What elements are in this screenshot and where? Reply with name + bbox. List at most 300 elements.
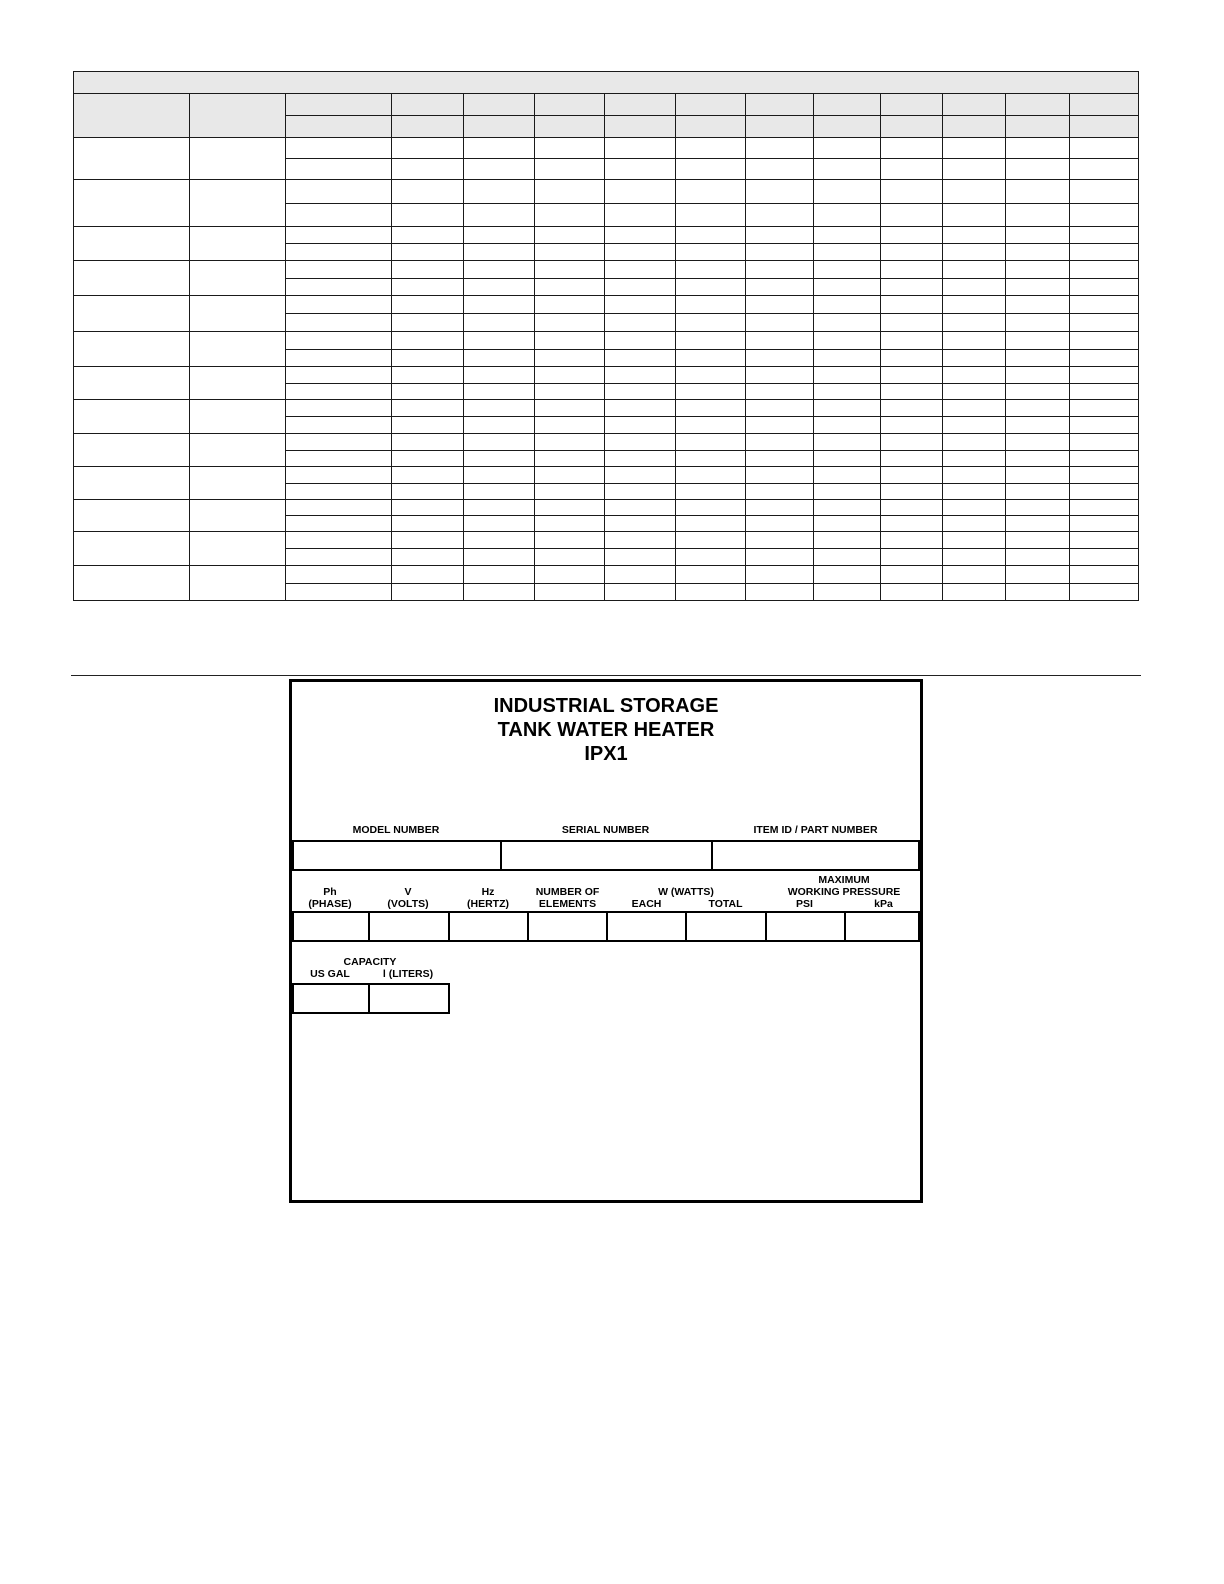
header-cell	[463, 94, 535, 116]
table-cell	[285, 451, 391, 467]
table-cell	[535, 279, 605, 296]
header-cell	[880, 94, 942, 116]
plate-title	[292, 694, 920, 766]
table-cell	[74, 227, 190, 261]
header-cell	[535, 94, 605, 116]
table-cell	[285, 204, 391, 227]
item-id-part-number-field[interactable]	[713, 840, 920, 871]
table-cell	[285, 566, 391, 584]
table-cell	[746, 584, 814, 601]
table-cell	[74, 138, 190, 180]
table-cell	[190, 434, 285, 467]
table-cell	[880, 279, 942, 296]
table-cell	[676, 532, 746, 549]
header-cell	[813, 116, 880, 138]
table-cell	[74, 566, 190, 601]
table-cell	[1006, 244, 1070, 261]
table-cell	[1069, 350, 1138, 367]
table-cell	[535, 400, 605, 417]
table-cell	[463, 204, 535, 227]
table-cell	[285, 332, 391, 350]
psi-label: PSI	[796, 898, 813, 910]
table-cell	[1069, 261, 1138, 279]
table-cell	[676, 549, 746, 566]
table-cell	[942, 279, 1006, 296]
volts-label: (VOLTS)	[387, 898, 429, 910]
table-cell	[813, 204, 880, 227]
table-cell	[605, 384, 676, 400]
table-cell	[942, 314, 1006, 332]
table-row	[74, 261, 1139, 279]
table-cell	[746, 451, 814, 467]
table-cell	[391, 400, 463, 417]
table-cell	[676, 159, 746, 180]
table-cell	[676, 350, 746, 367]
table-cell	[463, 350, 535, 367]
table-cell	[813, 451, 880, 467]
table-cell	[1069, 451, 1138, 467]
table-cell	[605, 532, 676, 549]
table-cell	[391, 296, 463, 314]
phase-field[interactable]	[292, 911, 370, 942]
table-cell	[880, 350, 942, 367]
table-cell	[1069, 434, 1138, 451]
table-cell	[391, 279, 463, 296]
table-cell	[285, 417, 391, 434]
table-cell	[1069, 484, 1138, 500]
table-cell	[746, 261, 814, 279]
table-cell	[676, 367, 746, 384]
table-cell	[391, 566, 463, 584]
us-gal-label: US GAL	[310, 968, 350, 980]
spec-table	[73, 71, 1139, 601]
header-cell	[1006, 94, 1070, 116]
table-cell	[813, 296, 880, 314]
table-cell	[942, 500, 1006, 516]
table-cell	[285, 400, 391, 417]
table-cell	[190, 400, 285, 434]
table-cell	[605, 417, 676, 434]
table-cell	[676, 451, 746, 467]
table-cell	[391, 204, 463, 227]
table-cell	[676, 500, 746, 516]
table-cell	[746, 417, 814, 434]
table-cell	[1069, 584, 1138, 601]
table-cell	[605, 549, 676, 566]
model-number-field[interactable]	[292, 840, 502, 871]
table-cell	[880, 584, 942, 601]
watts-total-field[interactable]	[687, 911, 767, 942]
elements-field[interactable]	[529, 911, 608, 942]
table-cell	[190, 180, 285, 227]
header-cell	[746, 116, 814, 138]
header-cell	[605, 94, 676, 116]
table-cell	[391, 516, 463, 532]
table-cell	[1069, 549, 1138, 566]
table-cell	[813, 180, 880, 204]
pressure-kpa-field[interactable]	[846, 911, 920, 942]
table-cell	[463, 451, 535, 467]
section-divider	[71, 675, 1141, 676]
table-cell	[746, 350, 814, 367]
table-row	[74, 532, 1139, 549]
table-cell	[746, 367, 814, 384]
capacity-liters-field[interactable]	[370, 983, 450, 1014]
table-cell	[463, 138, 535, 159]
table-cell	[391, 500, 463, 516]
table-cell	[463, 532, 535, 549]
table-cell	[285, 279, 391, 296]
table-cell	[676, 516, 746, 532]
table-cell	[535, 467, 605, 484]
table-cell	[942, 138, 1006, 159]
table-cell	[676, 484, 746, 500]
table-cell	[463, 367, 535, 384]
table-cell	[942, 261, 1006, 279]
table-cell	[1069, 500, 1138, 516]
maximum-label: MAXIMUM	[818, 874, 870, 886]
table-cell	[676, 384, 746, 400]
table-cell	[535, 451, 605, 467]
table-cell	[190, 566, 285, 601]
capacity-gal-field[interactable]	[292, 983, 370, 1014]
table-cell	[813, 314, 880, 332]
table-cell	[190, 261, 285, 296]
pressure-psi-field[interactable]	[767, 911, 846, 942]
table-cell	[813, 384, 880, 400]
table-cell	[1006, 279, 1070, 296]
table-row	[74, 400, 1139, 417]
table-cell	[676, 204, 746, 227]
hz-label: Hz	[481, 886, 495, 898]
header-cell	[1006, 116, 1070, 138]
hertz-field[interactable]	[450, 911, 529, 942]
header-cell	[880, 116, 942, 138]
table-cell	[285, 138, 391, 159]
table-cell	[605, 314, 676, 332]
table-cell	[880, 227, 942, 244]
table-row	[74, 227, 1139, 244]
table-row	[74, 467, 1139, 484]
table-cell	[1006, 367, 1070, 384]
table-cell	[1006, 467, 1070, 484]
header-cell	[74, 94, 190, 138]
table-cell	[463, 584, 535, 601]
table-cell	[813, 138, 880, 159]
table-cell	[605, 467, 676, 484]
table-cell	[1006, 451, 1070, 467]
table-cell	[746, 314, 814, 332]
table-cell	[880, 451, 942, 467]
table-cell	[285, 500, 391, 516]
table-cell	[676, 314, 746, 332]
table-cell	[605, 159, 676, 180]
table-cell	[880, 244, 942, 261]
table-cell	[463, 549, 535, 566]
table-cell	[676, 434, 746, 451]
table-cell	[1006, 138, 1070, 159]
header-cell	[746, 94, 814, 116]
table-cell	[605, 138, 676, 159]
plate-title-line-3: IPX1	[584, 743, 628, 765]
table-cell	[391, 350, 463, 367]
table-cell	[391, 314, 463, 332]
table-cell	[1069, 296, 1138, 314]
header-cell	[285, 94, 391, 116]
table-cell	[463, 417, 535, 434]
table-row	[74, 434, 1139, 451]
table-cell	[74, 261, 190, 296]
table-cell	[880, 384, 942, 400]
table-cell	[463, 180, 535, 204]
table-cell	[880, 500, 942, 516]
table-cell	[813, 467, 880, 484]
table-cell	[391, 451, 463, 467]
table-cell	[74, 434, 190, 467]
table-cell	[880, 549, 942, 566]
table-cell	[1006, 532, 1070, 549]
table-cell	[942, 532, 1006, 549]
table-cell	[1069, 332, 1138, 350]
table-cell	[942, 434, 1006, 451]
table-cell	[535, 296, 605, 314]
table-cell	[942, 296, 1006, 314]
table-cell	[74, 180, 190, 227]
header-cell	[391, 116, 463, 138]
table-cell	[880, 400, 942, 417]
number-of-label: NUMBER OF	[535, 886, 600, 898]
table-cell	[463, 500, 535, 516]
table-cell	[746, 227, 814, 244]
table-cell	[74, 532, 190, 566]
table-cell	[880, 367, 942, 384]
table-cell	[746, 296, 814, 314]
table-cell	[190, 227, 285, 261]
table-cell	[535, 159, 605, 180]
table-cell	[285, 549, 391, 566]
table-cell	[190, 296, 285, 332]
table-cell	[285, 159, 391, 180]
model-number-label: MODEL NUMBER	[352, 824, 440, 836]
table-cell	[190, 138, 285, 180]
table-cell	[605, 350, 676, 367]
table-cell	[285, 584, 391, 601]
table-cell	[605, 227, 676, 244]
table-cell	[605, 484, 676, 500]
table-cell	[676, 584, 746, 601]
table-cell	[391, 384, 463, 400]
table-cell	[1069, 532, 1138, 549]
table-cell	[1069, 138, 1138, 159]
table-cell	[1006, 261, 1070, 279]
table-cell	[813, 227, 880, 244]
header-cell	[1069, 116, 1138, 138]
table-cell	[535, 180, 605, 204]
table-cell	[813, 584, 880, 601]
liters-label: l (LITERS)	[382, 968, 434, 980]
table-cell	[285, 384, 391, 400]
table-cell	[880, 516, 942, 532]
table-cell	[1006, 516, 1070, 532]
table-cell	[942, 180, 1006, 204]
table-cell	[1006, 296, 1070, 314]
table-cell	[880, 261, 942, 279]
table-cell	[746, 204, 814, 227]
table-cell	[391, 227, 463, 244]
capacity-label: CAPACITY	[343, 956, 397, 968]
ph-label: Ph	[323, 886, 337, 898]
table-cell	[535, 314, 605, 332]
table-cell	[880, 566, 942, 584]
table-cell	[813, 367, 880, 384]
table-cell	[605, 367, 676, 384]
table-cell	[535, 332, 605, 350]
table-cell	[74, 400, 190, 434]
each-label: EACH	[631, 898, 662, 910]
table-cell	[1069, 244, 1138, 261]
table-cell	[391, 484, 463, 500]
serial-number-field[interactable]	[502, 840, 713, 871]
table-row	[74, 367, 1139, 384]
table-cell	[535, 434, 605, 451]
table-cell	[1006, 566, 1070, 584]
table-cell	[463, 400, 535, 417]
volts-field[interactable]	[370, 911, 450, 942]
table-cell	[1069, 566, 1138, 584]
table-cell	[535, 500, 605, 516]
table-cell	[463, 332, 535, 350]
table-cell	[1006, 159, 1070, 180]
table-cell	[942, 227, 1006, 244]
table-cell	[880, 332, 942, 350]
table-cell	[746, 384, 814, 400]
table-cell	[285, 434, 391, 451]
table-cell	[285, 244, 391, 261]
table-cell	[942, 350, 1006, 367]
header-cell	[942, 116, 1006, 138]
table-cell	[74, 332, 190, 367]
table-cell	[676, 296, 746, 314]
table-cell	[942, 566, 1006, 584]
table-cell	[676, 138, 746, 159]
header-cell	[605, 116, 676, 138]
table-cell	[676, 244, 746, 261]
table-cell	[1006, 434, 1070, 451]
table-cell	[190, 367, 285, 400]
working-pressure-label: WORKING PRESSURE	[787, 886, 901, 898]
table-cell	[463, 227, 535, 244]
table-cell	[1006, 400, 1070, 417]
table-cell	[463, 566, 535, 584]
table-cell	[391, 549, 463, 566]
table-cell	[605, 500, 676, 516]
table-row	[74, 500, 1139, 516]
header-cell	[463, 116, 535, 138]
table-cell	[880, 204, 942, 227]
table-cell	[813, 516, 880, 532]
table-cell	[391, 532, 463, 549]
table-cell	[391, 367, 463, 384]
table-cell	[1069, 516, 1138, 532]
table-cell	[880, 434, 942, 451]
watts-each-field[interactable]	[608, 911, 687, 942]
table-cell	[535, 584, 605, 601]
v-label: V	[404, 886, 412, 898]
table-cell	[746, 332, 814, 350]
table-title-cell	[74, 72, 1139, 94]
table-cell	[746, 434, 814, 451]
header-cell	[535, 116, 605, 138]
table-row	[74, 180, 1139, 204]
table-cell	[391, 138, 463, 159]
table-cell	[1069, 279, 1138, 296]
table-cell	[942, 159, 1006, 180]
table-cell	[391, 467, 463, 484]
table-cell	[1069, 180, 1138, 204]
table-cell	[535, 384, 605, 400]
header-cell	[813, 94, 880, 116]
table-cell	[535, 549, 605, 566]
table-cell	[746, 549, 814, 566]
table-cell	[746, 279, 814, 296]
table-cell	[746, 500, 814, 516]
table-cell	[285, 261, 391, 279]
table-cell	[190, 500, 285, 532]
table-cell	[880, 138, 942, 159]
table-cell	[535, 138, 605, 159]
table-cell	[676, 467, 746, 484]
table-cell	[1006, 384, 1070, 400]
table-cell	[1006, 484, 1070, 500]
table-cell	[535, 566, 605, 584]
table-cell	[813, 332, 880, 350]
header-cell	[942, 94, 1006, 116]
header-cell	[190, 94, 285, 138]
table-row	[74, 138, 1139, 159]
table-cell	[1069, 417, 1138, 434]
table-cell	[1006, 417, 1070, 434]
table-cell	[813, 261, 880, 279]
table-cell	[605, 332, 676, 350]
table-cell	[605, 584, 676, 601]
table-row	[74, 566, 1139, 584]
table-cell	[880, 484, 942, 500]
table-cell	[880, 467, 942, 484]
table-cell	[74, 500, 190, 532]
table-cell	[463, 467, 535, 484]
table-cell	[880, 296, 942, 314]
table-cell	[1006, 549, 1070, 566]
table-cell	[74, 467, 190, 500]
table-cell	[535, 261, 605, 279]
table-cell	[676, 227, 746, 244]
table-cell	[942, 516, 1006, 532]
table-cell	[1069, 227, 1138, 244]
phase-label: (PHASE)	[308, 898, 352, 910]
table-cell	[813, 434, 880, 451]
table-cell	[535, 484, 605, 500]
table-cell	[676, 180, 746, 204]
table-cell	[942, 451, 1006, 467]
table-cell	[463, 296, 535, 314]
table-cell	[605, 204, 676, 227]
table-cell	[285, 516, 391, 532]
table-cell	[605, 566, 676, 584]
table-cell	[190, 467, 285, 500]
table-cell	[746, 566, 814, 584]
table-cell	[535, 417, 605, 434]
header-cell	[1069, 94, 1138, 116]
